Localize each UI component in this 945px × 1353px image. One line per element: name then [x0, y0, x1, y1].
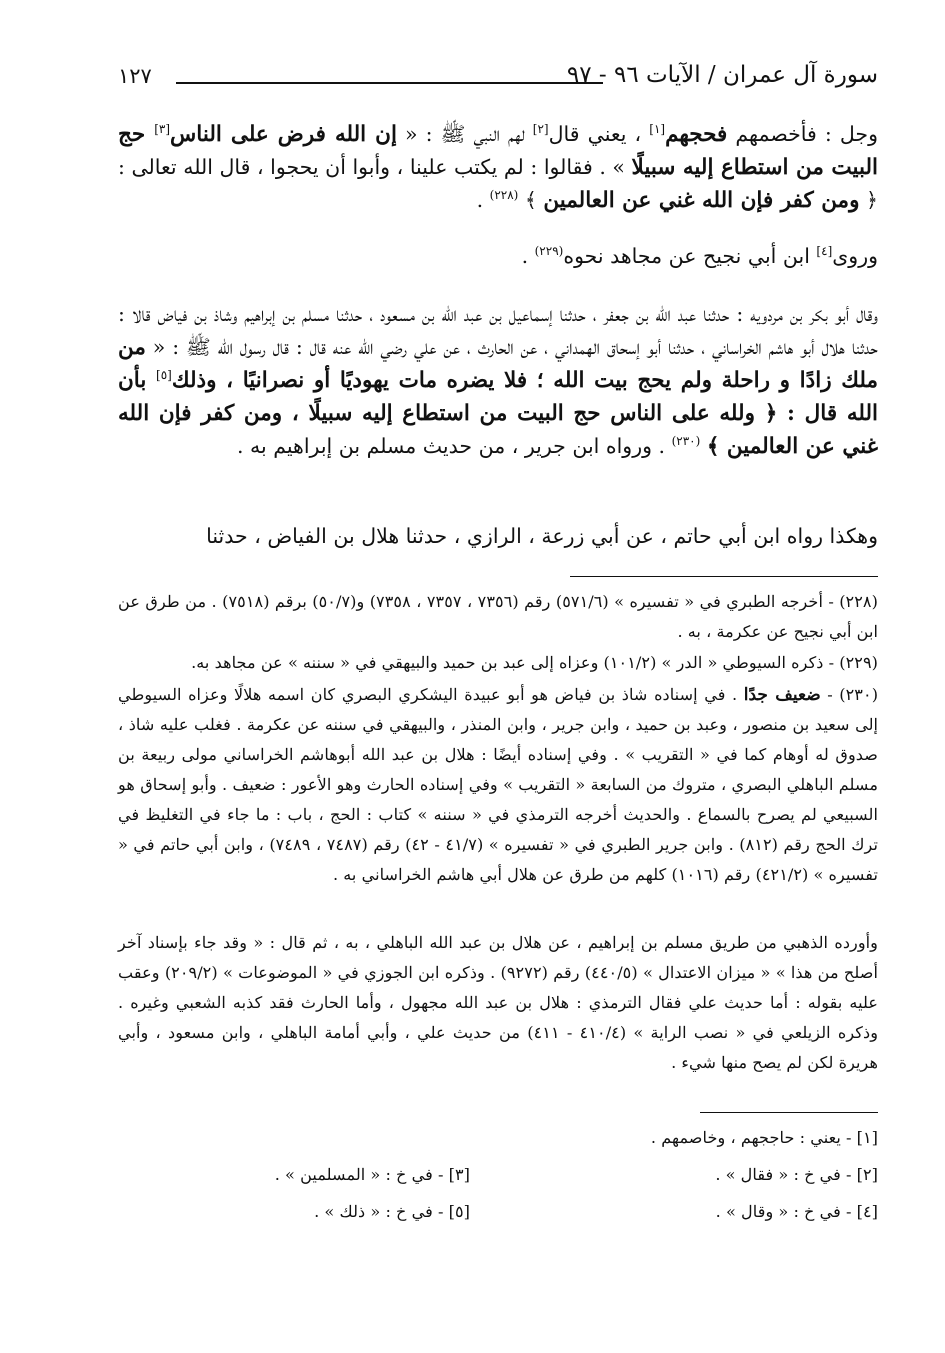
footnote-ref: (٢٢٩)	[534, 244, 564, 259]
paragraph-1	[118, 118, 878, 217]
footnote-ref: (٢٣٠)	[671, 434, 701, 449]
hadith-text: حج البيت من استطاع إليه سبيلًا	[118, 122, 878, 180]
editor-note-4: [٤] - في خ : « وقال » .	[715, 1202, 878, 1221]
editor-note-5: [٥] - في خ : « ذلك » .	[314, 1202, 470, 1221]
editor-note-1: [١] - يعني : حاججهم ، وخاصمهم .	[650, 1128, 878, 1147]
page-number: ١٢٧	[118, 64, 152, 88]
paragraph-3	[118, 298, 878, 463]
editor-note-3: [٣] - في خ : « المسلمين » .	[274, 1165, 470, 1184]
footnote-228: (٢٢٨) - أخرجه الطبري في « تفسيره » (٥٧١/٦) رقم (٧٣٥٦ ، ٧٣٥٧ ، ٧٣٥٨) و(٥٠/٧) برقم (٧٥١٨) . من طرق عن ابن أبي نجيح عن عكرمة ، به .	[118, 592, 878, 641]
footnote-ref: (٢٢٨)	[489, 188, 519, 203]
text-run: لهم النبي ﷺ : «	[396, 122, 533, 146]
text-run: وهكذا رواه ابن أبي حاتم ، عن أبي زرعة ، الرازي ، حدثنا هلال بن الفياض ، حدثنا	[206, 524, 878, 548]
paragraph-4	[118, 520, 878, 553]
text-run: . ورواه ابن جرير ، من حديث مسلم بن إبراهيم به .	[236, 434, 672, 458]
page-header	[118, 62, 878, 102]
text-run: وقال أبو بكر بن مردويه : حدثنا عبد الله بن جعفر ، حدثنا إسماعيل بن عبد الله بن مسعود ، حدثنا مسلم بن إبراهيم وشاذ بن فياض قالا : حدثنا هلال أبو هاشم الخراساني ، حدثنا أبو إسحاق الهمداني ، عن الحارث ، عن علي رضي الله عنه قال : قال رسول الله ﷺ : «	[118, 302, 878, 359]
header-rule	[176, 82, 603, 84]
footnote-229: (٢٢٩) - ذكره السيوطي « الدر » (١٠١/٢) وعزاه إلى عبد بن حميد والبيهقي في « سننه » عن مجاهد به.	[191, 653, 878, 672]
text-run: . في إسناده شاذ بن فياض هو أبو عبيدة اليشكري البصري كان اسمه هلالًا وعزاه السيوطي إلى سعيد بن منصور ، وعبد بن حميد ، وابن جرير ، وابن المنذر ، والبيهقي في سننه عن عكرمة . فغلب عليه شاذ ، صدوق له أوهام كما في « التقريب » . وفي إسناده أيضًا : هلال بن عبد الله أبوهاشم الخراساني مولى ربيعة بن مسلم الباهلي البصري ، متروك من السابعة « التقريب » وفي إسناده الحارث وهو الأعور : ضعيف . وأبو إسحاق هو السبيعي لم يصرح بالسماع . والحديث أخرجه الترمذي في « سننه » كتاب : الحج ، باب : ما جاء في التغليظ في ترك الحج رقم (٨١٢) . وابن جرير الطبري في « تفسيره » (٤١/٧ - ٤٢) رقم (٧٤٨٧ ، ٧٤٨٩) ، وابن أبي حاتم في « تفسيره » (٤٢١/٢) رقم (١٠١٦) كلهم من طرق عن هلال أبي هاشم الخراساني به .	[118, 685, 878, 884]
hadith-text: إن الله فرض على الناس	[170, 122, 397, 147]
text-run: .	[521, 244, 535, 268]
paragraph-2	[118, 240, 878, 273]
footnote-230-continued: وأورده الذهبي من طريق مسلم بن إبراهيم ، عن هلال بن عبد الله الباهلي ، به ، ثم قال : « وقد جاء بإسناد آخر أصلح من هذا » « ميزان الاعتدال » (٤٤٠/٥) رقم (٩٢٧٢) . وذكره ابن الجوزي في « الموضوعات » (٢٠٩/٢) وعقب عليه بقوله : أما حديث علي فقال الترمذي : هلال بن عبد الله مجهول ، وأما الحارث فقد كذبه الشعبي وغيره . وذكره الزيلعي في « نصب الراية » (٤١٠/٤ - ٤١١) من حديث علي ، وأبي أمامة الباهلي ، وابن مسعود ، وأبي هريرة لكن لم يصح منها شيء .	[118, 933, 879, 1072]
editor-note-ref: [٥]	[156, 368, 172, 383]
editor-note-2: [٢] - في خ : « فقال » .	[715, 1165, 878, 1184]
quran-verse: بأن الله قال : ﴿ ولله على الناس حج البيت من استطاع إليه سبيلًا ، ومن كفر فإن الله غني عن العالمين ﴾	[118, 368, 878, 459]
text-run: وجل : فأخصمهم	[727, 122, 878, 146]
hadith-text: من ملك زادًا و راحلة ولم يحج بيت الله ؛ فلا يضره مات يهوديًا أو نصرانيًا ، وذلك	[118, 335, 879, 393]
editor-notes-separator	[700, 1112, 878, 1113]
text-run: ، يعني قال	[548, 122, 650, 146]
footnote-230	[118, 680, 878, 890]
surah-title: سورة آل عمران / الآيات ٩٦ - ٩٧	[566, 62, 878, 88]
text-run: » . فقالوا : لم يكتب علينا ، وأبوا أن يحجوا ، قال الله تعالى : ﴿	[118, 155, 878, 212]
text-run: (٢٣٠) -	[820, 685, 879, 704]
editor-note-ref: [٣]	[154, 122, 171, 137]
grading-label: ضعيف جدًا	[743, 685, 821, 705]
quran-verse: ومن كفر فإن الله غني عن العالمين	[543, 188, 860, 213]
editor-note-ref: [٢]	[532, 122, 549, 137]
text-run: .	[476, 188, 490, 212]
text-run: ﴾	[518, 188, 544, 212]
text-run: فحجهم	[665, 122, 728, 147]
editor-note-ref: [٤]	[816, 244, 833, 259]
footnote-separator	[570, 576, 878, 577]
text-run: ابن أبي نجيح عن مجاهد نحوه	[563, 244, 817, 268]
editor-note-ref: [١]	[649, 122, 666, 137]
text-run: وروى	[832, 244, 878, 268]
